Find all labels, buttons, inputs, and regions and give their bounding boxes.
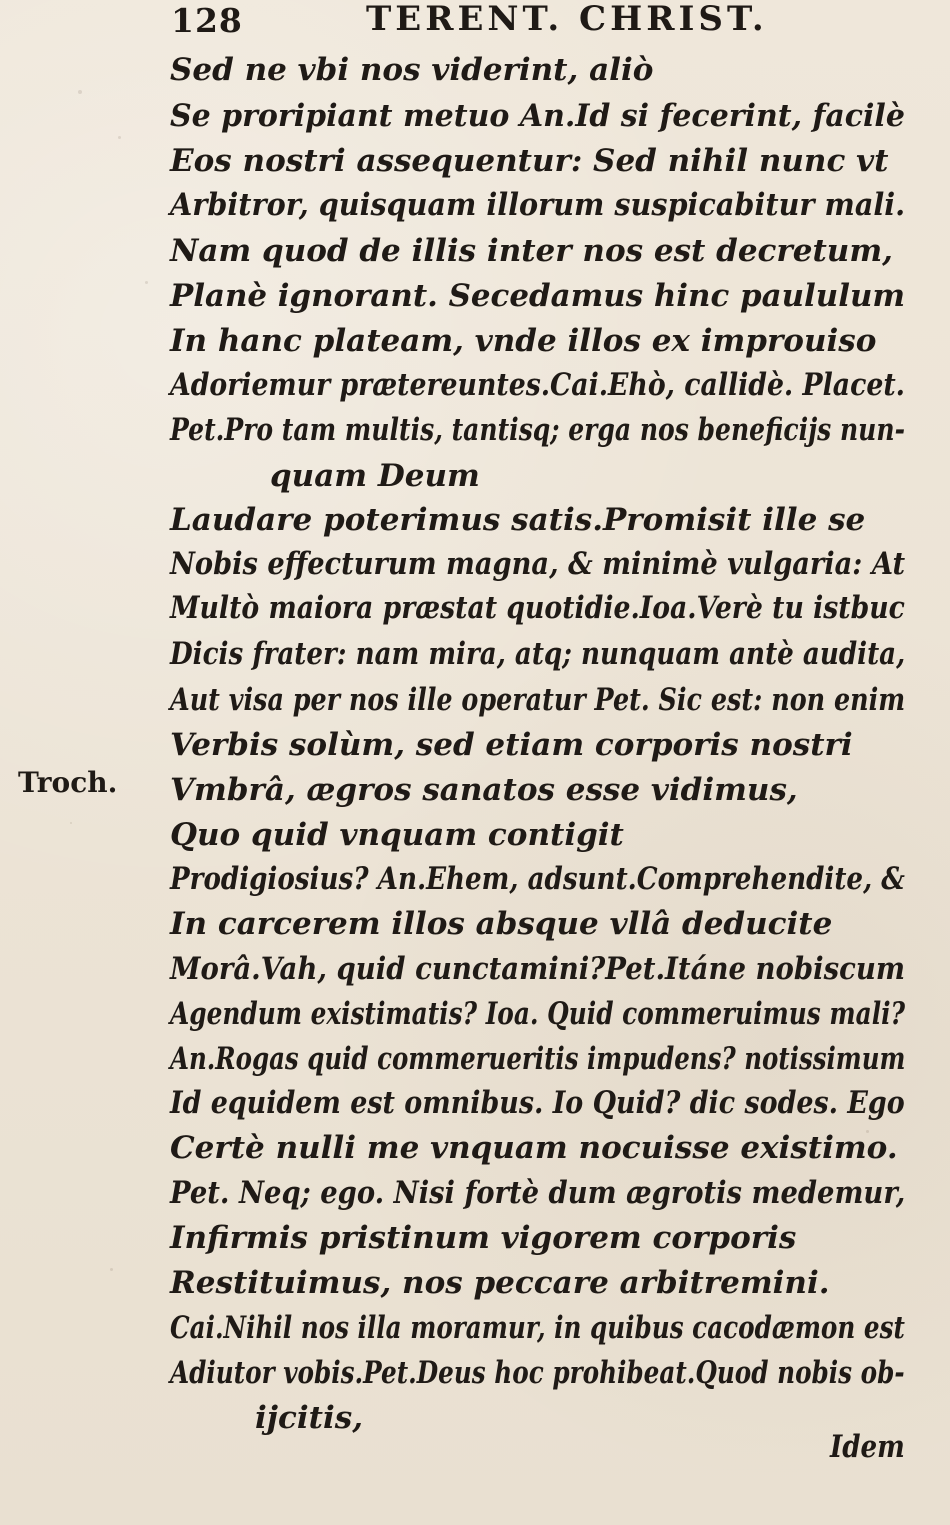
text-line-29-content: Cai.Nihil nos illa moramur, in quibus cacodæmon est xyxy=(170,1310,905,1346)
catchword xyxy=(830,1429,905,1465)
text-line-11 xyxy=(170,502,866,538)
text-line-19 xyxy=(170,861,905,897)
text-line-8-content: Adoriemur prætereuntes.Cai.Ehò, callidè. Placet. xyxy=(170,367,905,403)
catchword-content: Idem xyxy=(830,1429,905,1465)
paper-speck xyxy=(145,281,148,284)
text-line-28-content: Restituimus, nos peccare arbitremini. xyxy=(170,1265,830,1301)
text-line-18-content: Quo quid vnquam contigit xyxy=(170,817,624,853)
text-line-24 xyxy=(170,1085,905,1121)
text-line-13 xyxy=(170,590,905,626)
text-line-21 xyxy=(170,951,905,987)
text-line-31 xyxy=(255,1400,363,1436)
text-line-21-content: Morâ.Vah, quid cunctamini?Pet.Itáne nobiscum xyxy=(170,951,905,987)
paper-speck xyxy=(78,90,82,94)
text-line-10 xyxy=(270,458,480,494)
text-line-9-content: Pet.Pro tam multis, tantisq; erga nos beneficijs nun- xyxy=(170,412,905,448)
text-line-23-content: An.Rogas quid commerueritis impudens? notissimum xyxy=(170,1041,906,1077)
text-line-1-content: Sed ne vbi nos viderint, aliò xyxy=(170,52,654,88)
text-line-17-content: Vmbrâ, ægros sanatos esse vidimus, xyxy=(170,772,798,808)
text-line-25-content: Certè nulli me vnquam nocuisse existimo. xyxy=(170,1130,898,1166)
text-line-3 xyxy=(170,143,889,179)
text-line-13-content: Multò maiora præstat quotidie.Ioa.Verè tu istbuc xyxy=(170,590,905,626)
text-line-27 xyxy=(170,1220,797,1256)
text-line-15-content: Aut visa per nos ille operatur Pet. Sic est: non enim xyxy=(170,682,906,718)
text-line-6-content: Planè ignorant. Secedamus hinc paululum xyxy=(170,278,906,314)
paper-speck xyxy=(118,136,121,139)
text-line-4 xyxy=(170,187,906,223)
text-line-8 xyxy=(170,367,905,403)
text-line-7 xyxy=(170,323,877,359)
text-line-30-content: Adiutor vobis.Pet.Deus hoc prohibeat.Quod nobis ob- xyxy=(170,1355,905,1391)
running-head: TERENT. CHRIST. xyxy=(366,0,768,39)
text-line-31-content: ijcitis, xyxy=(255,1400,363,1436)
text-line-20-content: In carcerem illos absque vllâ deducite xyxy=(170,906,833,942)
text-line-27-content: Infirmis pristinum vigorem corporis xyxy=(170,1220,797,1256)
text-line-14 xyxy=(170,636,906,672)
text-line-23 xyxy=(170,1041,906,1077)
text-line-16-content: Verbis solùm, sed etiam corporis nostri xyxy=(170,727,853,763)
text-line-19-content: Prodigiosius? An.Ehem, adsunt.Comprehendite, & xyxy=(170,861,905,897)
text-line-14-content: Dicis frater: nam mira, atq; nunquam antè audita, xyxy=(170,636,906,672)
text-line-18 xyxy=(170,817,624,853)
text-line-28 xyxy=(170,1265,830,1301)
paper-speck xyxy=(70,822,72,824)
text-line-12-content: Nobis effecturum magna, & minimè vulgaria: At xyxy=(170,546,906,582)
page-header xyxy=(0,0,950,42)
text-line-2-content: Se proripiant metuo An.Id si fecerint, facilè xyxy=(170,98,905,134)
text-line-12 xyxy=(170,546,906,582)
text-line-11-content: Laudare poterimus satis.Promisit ille se xyxy=(170,502,866,538)
text-line-4-content: Arbitror, quisquam illorum suspicabitur mali. xyxy=(170,187,906,223)
text-line-29 xyxy=(170,1310,905,1346)
text-line-26 xyxy=(170,1175,906,1211)
text-line-16 xyxy=(170,727,853,763)
text-line-10-content: quam Deum xyxy=(270,458,480,494)
text-line-24-content: Id equidem est omnibus. Io Quid? dic sodes. Ego xyxy=(170,1085,905,1121)
text-line-5 xyxy=(170,233,893,269)
text-line-7-content: In hanc plateam, vnde illos ex improuiso xyxy=(170,323,877,359)
text-line-26-content: Pet. Neq; ego. Nisi fortè dum ægrotis medemur, xyxy=(170,1175,906,1211)
text-line-30 xyxy=(170,1355,905,1391)
text-line-9 xyxy=(170,412,905,448)
text-line-5-content: Nam quod de illis inter nos est decretum, xyxy=(170,233,893,269)
text-line-25 xyxy=(170,1130,898,1166)
page-number: 128 xyxy=(171,1,243,40)
text-line-22-content: Agendum existimatis? Ioa. Quid commeruimus mali? xyxy=(170,996,906,1032)
paper-speck xyxy=(110,1268,113,1271)
margin-note: Troch. xyxy=(18,766,118,799)
text-line-22 xyxy=(170,996,906,1032)
text-line-15 xyxy=(170,682,906,718)
text-line-20 xyxy=(170,906,833,942)
text-line-6 xyxy=(170,278,906,314)
text-line-17 xyxy=(170,772,798,808)
text-line-3-content: Eos nostri assequentur: Sed nihil nunc vt xyxy=(170,143,889,179)
text-line-1 xyxy=(170,52,654,88)
text-line-2 xyxy=(170,98,905,134)
